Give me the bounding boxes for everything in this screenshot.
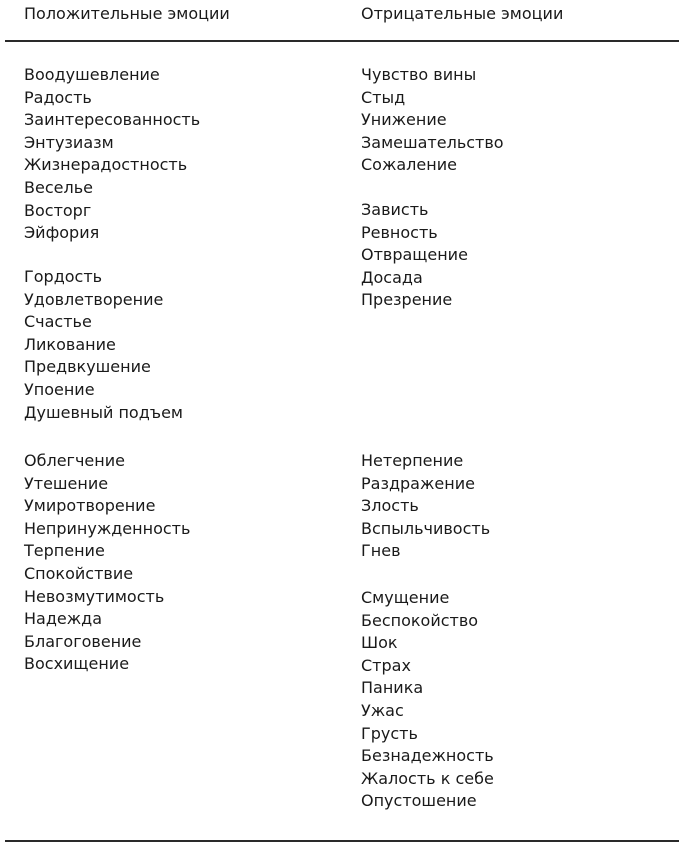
list-item: Радость — [24, 87, 92, 107]
list-item: Спокойствие — [24, 563, 134, 583]
list-item: Замешательство — [361, 132, 504, 152]
list-item: Досада — [361, 267, 423, 287]
list-item: Облегчение — [24, 451, 125, 470]
list-item: Грусть — [361, 723, 418, 743]
negative-group-4 — [361, 587, 494, 813]
list-item: Ревность — [361, 222, 438, 242]
list-item: Стыд — [361, 87, 406, 107]
list-item: Жалость к себе — [361, 768, 494, 788]
list-item: Воодушевление — [24, 65, 160, 84]
list-item: Удовлетворение — [24, 289, 164, 309]
list-item: Эйфория — [24, 223, 100, 243]
list-item: Паника — [361, 678, 424, 698]
list-item: Утешение — [24, 473, 109, 493]
list-item: Заинтересованность — [24, 110, 201, 130]
list-item: Предвкушение — [24, 357, 151, 377]
list-item: Гордость — [24, 267, 103, 286]
list-item: Сожаление — [361, 155, 457, 175]
list-item: Веселье — [24, 177, 93, 197]
list-item: Унижение — [361, 110, 447, 130]
list-item: Душевный подъем — [24, 402, 183, 422]
list-item: Безнадежность — [361, 746, 494, 766]
negative-group-1 — [361, 64, 504, 177]
list-item: Раздражение — [361, 473, 475, 493]
list-item: Умиротворение — [24, 496, 156, 516]
list-item: Ликование — [24, 334, 116, 354]
negative-group-2 — [361, 199, 468, 312]
list-item: Страх — [361, 655, 411, 675]
list-item: Упоение — [24, 379, 95, 399]
list-item: Восхищение — [24, 654, 130, 674]
list-item: Терпение — [24, 541, 105, 561]
list-item: Гнев — [361, 541, 401, 561]
list-item: Шок — [361, 633, 398, 653]
list-item: Опустошение — [361, 791, 477, 811]
list-item: Непринужденность — [24, 518, 191, 538]
list-item: Смущение — [361, 588, 450, 607]
list-item: Чувство вины — [361, 65, 477, 84]
list-item: Энтузиазм — [24, 132, 114, 152]
list-item: Надежда — [24, 609, 103, 629]
list-item: Нетерпение — [361, 451, 464, 470]
positive-group-3 — [24, 450, 190, 676]
negative-emotions-header: Отрицательные эмоции — [361, 4, 564, 23]
positive-emotions-header: Положительные эмоции — [24, 4, 230, 23]
list-item: Беспокойство — [361, 610, 479, 630]
positive-group-2 — [24, 266, 183, 424]
list-item: Жизнерадостность — [24, 155, 188, 175]
list-item: Счастье — [24, 312, 92, 332]
list-item: Презрение — [361, 290, 453, 310]
negative-group-3 — [361, 450, 490, 563]
list-item: Злость — [361, 496, 419, 516]
list-item: Невозмутимость — [24, 586, 165, 606]
list-item: Отвращение — [361, 245, 468, 265]
list-item: Ужас — [361, 700, 404, 720]
positive-group-1 — [24, 64, 200, 245]
list-item: Восторг — [24, 200, 92, 220]
bottom-divider — [5, 840, 679, 842]
top-divider — [5, 40, 679, 42]
list-item: Зависть — [361, 200, 429, 219]
list-item: Благоговение — [24, 631, 142, 651]
list-item: Вспыльчивость — [361, 518, 491, 538]
